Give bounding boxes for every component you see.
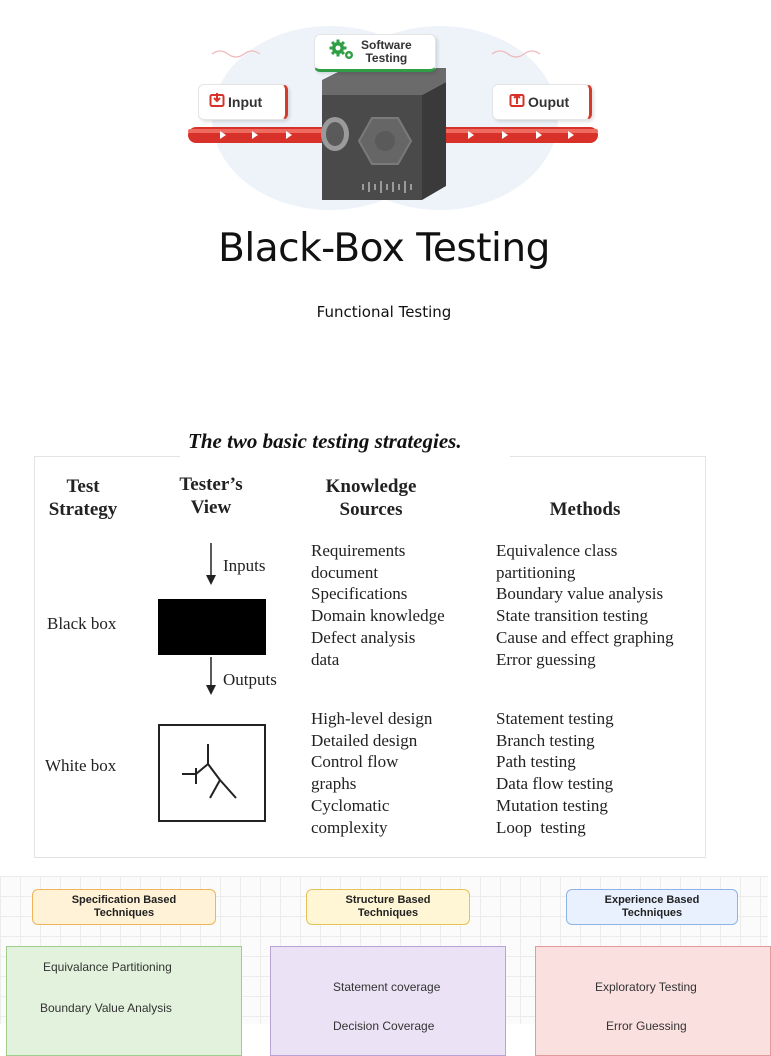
list-item: Statement coverage: [333, 980, 441, 994]
software-label-line2: Testing: [365, 51, 408, 65]
category-structure-based: Structure Based Techniques: [306, 889, 470, 925]
black-box-diagram: [158, 599, 266, 655]
list-item: Boundary Value Analysis: [40, 1001, 172, 1015]
list-item: document: [311, 562, 379, 582]
hero-graphic: [0, 0, 768, 215]
list-item: Boundary value analysis: [496, 584, 664, 604]
list-item: complexity: [311, 817, 388, 837]
list-item: Loop testing: [496, 817, 586, 837]
black-box-methods: [496, 540, 674, 670]
list-item: Branch testing: [496, 730, 595, 750]
category-experience-based: Experience Based Techniques: [566, 889, 738, 925]
list-item: Path testing: [496, 752, 576, 772]
black-box-knowledge: [311, 540, 445, 670]
list-item: Mutation testing: [496, 795, 608, 815]
list-item: High-level design: [311, 709, 433, 728]
outputs-label: Outputs: [223, 670, 277, 689]
list-item: Equivalence class: [496, 541, 618, 560]
list-item: Requirements: [311, 541, 406, 560]
input-label: Input: [228, 94, 263, 110]
list-item: Control flow: [311, 752, 399, 772]
page-title: Black-Box Testing: [218, 226, 550, 271]
header-methods: Methods: [549, 499, 621, 520]
header-testers-view: Tester’s View: [179, 474, 243, 518]
list-item: Cause and effect graphing: [496, 627, 674, 647]
upload-icon: [509, 92, 525, 113]
header-knowledge-sources: Knowledge Sources: [325, 476, 417, 520]
list-item: partitioning: [496, 562, 576, 582]
software-label-line1: Software: [361, 38, 412, 52]
outputs-arrow-icon: [195, 655, 215, 699]
output-tag: [492, 84, 592, 120]
specification-techniques-panel: [6, 946, 242, 1056]
black-box-label: Black box: [47, 614, 117, 633]
list-item: graphs: [311, 774, 357, 794]
list-item: Error guessing: [496, 649, 596, 669]
list-item: Statement testing: [496, 709, 614, 728]
list-item: Defect analysis: [311, 627, 416, 647]
black-box-illustration: [0, 0, 768, 215]
category-specification-based: Specification Based Techniques: [32, 889, 216, 925]
list-item: Cyclomatic: [311, 795, 390, 815]
testing-strategies-table: [34, 456, 706, 858]
experience-techniques-panel: [535, 946, 771, 1056]
white-box-methods: [496, 708, 614, 838]
list-item: Decision Coverage: [333, 1019, 435, 1033]
software-testing-tag: [314, 34, 436, 72]
list-item: Data flow testing: [496, 774, 614, 794]
output-label: Ouput: [528, 94, 570, 110]
testing-techniques-diagram: [0, 876, 768, 1033]
white-box-diagram: [158, 724, 266, 822]
list-item: data: [311, 649, 340, 669]
download-icon: [209, 92, 225, 113]
inputs-label: Inputs: [223, 556, 266, 575]
page-subtitle: Functional Testing: [316, 303, 452, 321]
inputs-arrow-icon: [195, 541, 215, 587]
white-box-knowledge: [311, 708, 432, 838]
header-test-strategy: Test Strategy: [48, 476, 118, 520]
list-item: Domain knowledge: [311, 606, 445, 626]
white-box-label: White box: [45, 756, 117, 775]
list-item: Error Guessing: [606, 1019, 687, 1033]
input-tag: [198, 84, 288, 120]
gears-icon: [329, 39, 355, 66]
list-item: Specifications: [311, 584, 408, 604]
list-item: State transition testing: [496, 606, 649, 626]
cube-side: [422, 82, 446, 200]
list-item: Equivalance Partitioning: [43, 960, 172, 974]
structure-techniques-panel: [270, 946, 506, 1056]
cube-top: [322, 68, 446, 95]
table-caption: The two basic testing strategies.: [180, 426, 510, 458]
list-item: Detailed design: [311, 730, 418, 750]
list-item: Exploratory Testing: [595, 980, 697, 994]
